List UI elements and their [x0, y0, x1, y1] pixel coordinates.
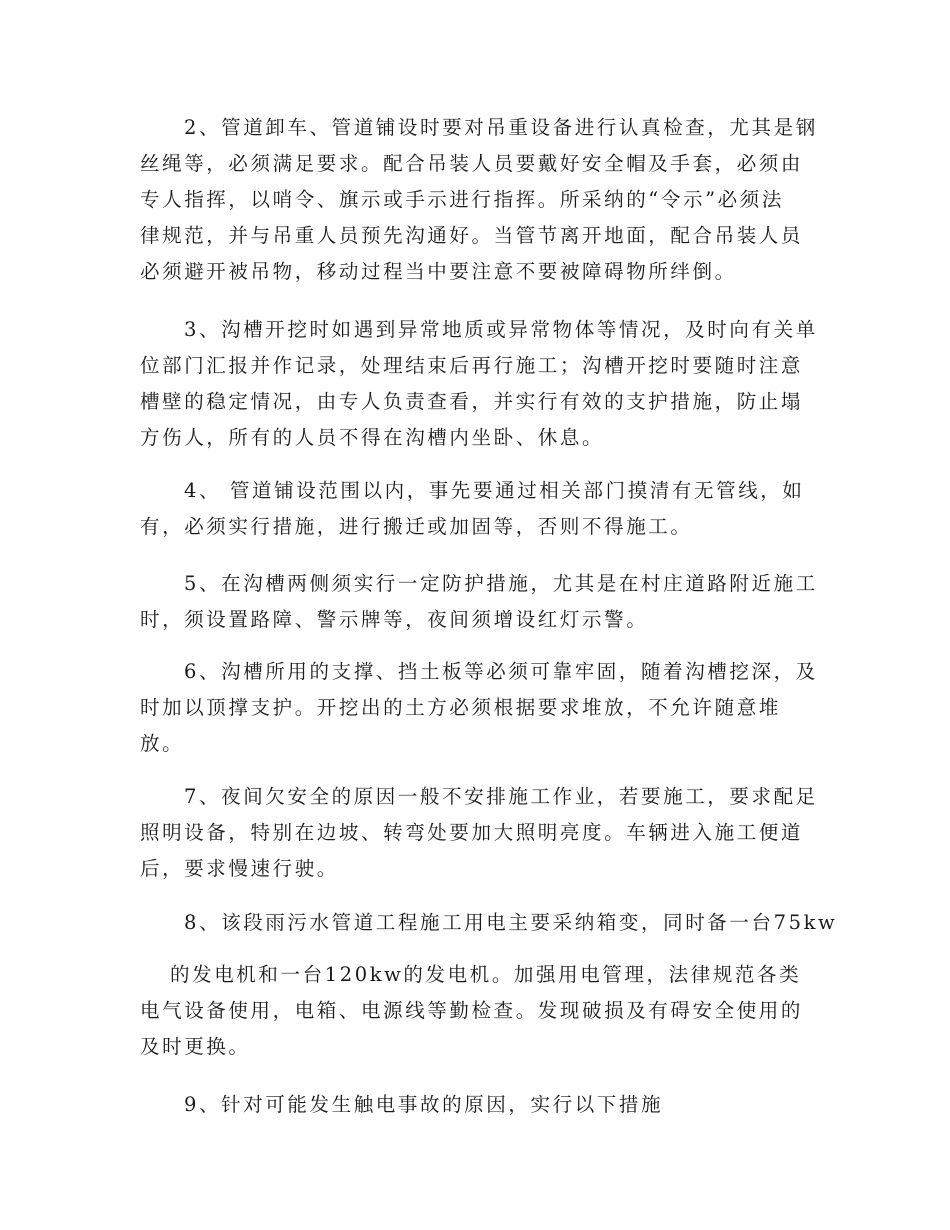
- text-line: 必须避开被吊物，移动过程当中要注意不要被障碍物所绊倒。: [140, 260, 737, 283]
- paragraph-item-8-continued: [140, 957, 812, 1065]
- paragraph-item-7: [140, 779, 818, 887]
- paragraph-item-8: [140, 905, 838, 941]
- text-line: 9、针对可能发生触电事故的原因，实行以下措施: [184, 1093, 664, 1116]
- text-line: 放。: [140, 732, 185, 755]
- paragraph-item-2: [140, 110, 818, 290]
- text-line: 律规范，并与吊重人员预先沟通好。当管节离开地面，配合吊装人员: [140, 224, 804, 247]
- text-line: 槽壁的稳定情况，由专人负责查看，并实行有效的支护措施，防止塌: [140, 390, 804, 413]
- text-line: 8、该段雨污水管道工程施工用电主要采纳箱变，同时备一台75kw: [184, 911, 838, 934]
- text-line: 位部门汇报并作记录，处理结束后再行施工；沟槽开挖时要随时注意: [140, 354, 804, 377]
- text-line: 后，要求慢速行驶。: [140, 857, 339, 880]
- text-line: 6、沟槽所用的支撑、挡土板等必须可靠牢固，随着沟槽挖深，及: [184, 660, 818, 683]
- text-line: 有，必须实行措施，进行搬迁或加固等，否则不得施工。: [140, 515, 693, 538]
- text-line: 电气设备使用，电箱、电源线等勤检查。发现破损及有碍安全使用的: [140, 999, 804, 1022]
- text-line: 丝绳等，必须满足要求。配合吊装人员要戴好安全帽及手套，必须由: [140, 152, 804, 175]
- text-line: 4、 管道铺设范围以内，事先要通过相关部门摸清有无管线，如: [184, 479, 805, 502]
- text-line: 方伤人，所有的人员不得在沟槽内坐卧、休息。: [140, 426, 605, 449]
- text-line: 的发电机和一台120kw的发电机。加强用电管理，法律规范各类: [170, 963, 802, 986]
- text-line: 7、夜间欠安全的原因一般不安排施工作业，若要施工，要求配足: [184, 785, 818, 808]
- paragraph-item-4: [140, 473, 812, 545]
- text-line: 2、管道卸车、管道铺设时要对吊重设备进行认真检查，尤其是钢: [184, 116, 818, 139]
- text-line: 时，须设置路障、警示牌等，夜间须增设红灯示警。: [140, 608, 649, 631]
- paragraph-item-3: [140, 312, 818, 456]
- paragraph-item-9: [140, 1087, 812, 1123]
- text-line: 5、在沟槽两侧须实行一定防护措施，尤其是在村庄道路附近施工: [184, 572, 818, 595]
- paragraph-item-5: [140, 566, 818, 638]
- text-line: 时加以顶撑支护。开挖出的土方必须根据要求堆放，不允许随意堆: [140, 696, 781, 719]
- text-line: 3、沟槽开挖时如遇到异常地质或异常物体等情况，及时向有关单: [184, 318, 818, 341]
- text-line: 照明设备，特别在边坡、转弯处要加大照明亮度。车辆进入施工便道: [140, 821, 804, 844]
- text-line: 专人指挥，以哨令、旗示或手示进行指挥。所采纳的“令示”必须法: [140, 188, 784, 211]
- paragraph-item-6: [140, 654, 818, 762]
- text-line: 及时更换。: [140, 1035, 251, 1058]
